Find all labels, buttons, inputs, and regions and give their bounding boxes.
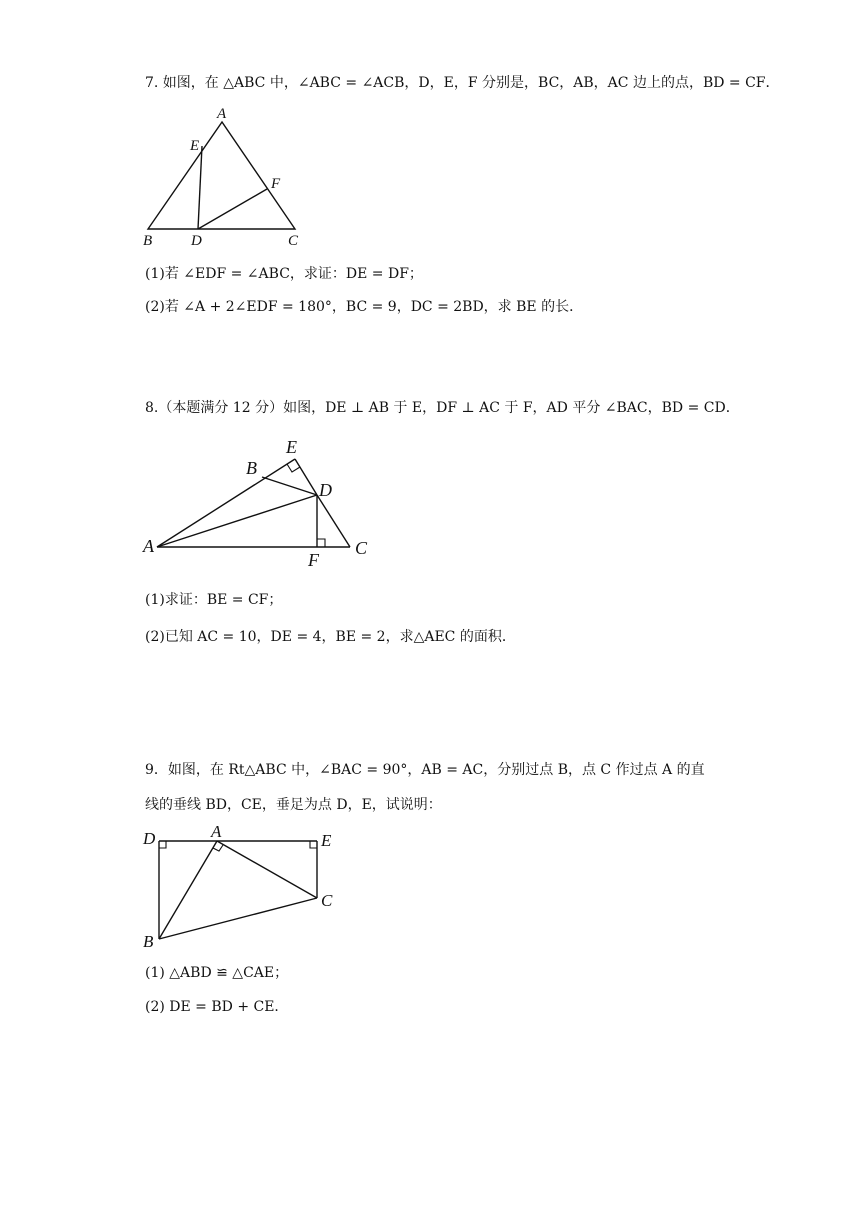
right-angle-e [310,841,317,848]
right-angle-d [159,841,166,848]
q9-stem-line1: 9．如图，在 Rt△ABC 中，∠BAC = 90°，AB = AC，分别过点 B，点 C 作过点 A 的直 [145,762,705,778]
label-a: A [217,106,227,122]
right-angle-f [317,539,325,547]
label-c: C [355,538,368,558]
label-e: E [321,831,332,850]
label-c: C [321,891,333,910]
q7-figure [140,104,315,250]
segment-ab [159,841,217,939]
segment-ac [217,841,317,898]
q9-part2: (2) DE = BD + CE． [145,999,289,1015]
label-d: D [319,480,332,500]
label-a: A [143,536,154,556]
label-d: D [143,829,156,848]
label-e: E [286,437,297,457]
q9-part1: (1) △ABD ≌ △CAE； [145,965,289,981]
label-d: D [191,233,202,249]
q8-part2: (2)已知 AC = 10，DE = 4，BE = 2，求△AEC 的面积． [145,629,516,645]
q7-part2: (2)若 ∠A + 2∠EDF = 180°，BC = 9，DC = 2BD，求 BE 的长． [145,299,584,315]
label-f: F [308,550,319,570]
segment-ad [157,495,317,547]
label-f: F [271,176,281,192]
segment-bc [159,898,317,939]
label-a: A [211,822,222,841]
segment-bd [262,477,317,495]
q9-stem-line2: 线的垂线 BD，CE，垂足为点 D，E，试说明： [145,797,442,813]
q8-part1: (1)求证：BE = CF； [145,592,283,608]
label-b: B [143,932,154,951]
label-b: B [246,458,257,478]
q7-stem: 7. 如图，在 △ABC 中，∠ABC = ∠ACB，D，E，F 分别是，BC，AB，AC 边上的点，BD = CF． [145,75,780,91]
label-e: E [190,138,200,154]
label-b: B [143,233,153,249]
segment-df [198,189,267,229]
label-c: C [288,233,299,249]
q9-figure [140,822,345,952]
segment-ed [198,146,202,229]
q8-figure [140,432,380,572]
q7-part1: (1)若 ∠EDF = ∠ABC，求证：DE = DF； [145,266,423,282]
q8-stem: 8.（本题满分 12 分）如图，DE ⊥ AB 于 E，DF ⊥ AC 于 F，AD 平分 ∠BAC，BD = CD． [145,400,740,416]
segment-ae [157,459,295,547]
